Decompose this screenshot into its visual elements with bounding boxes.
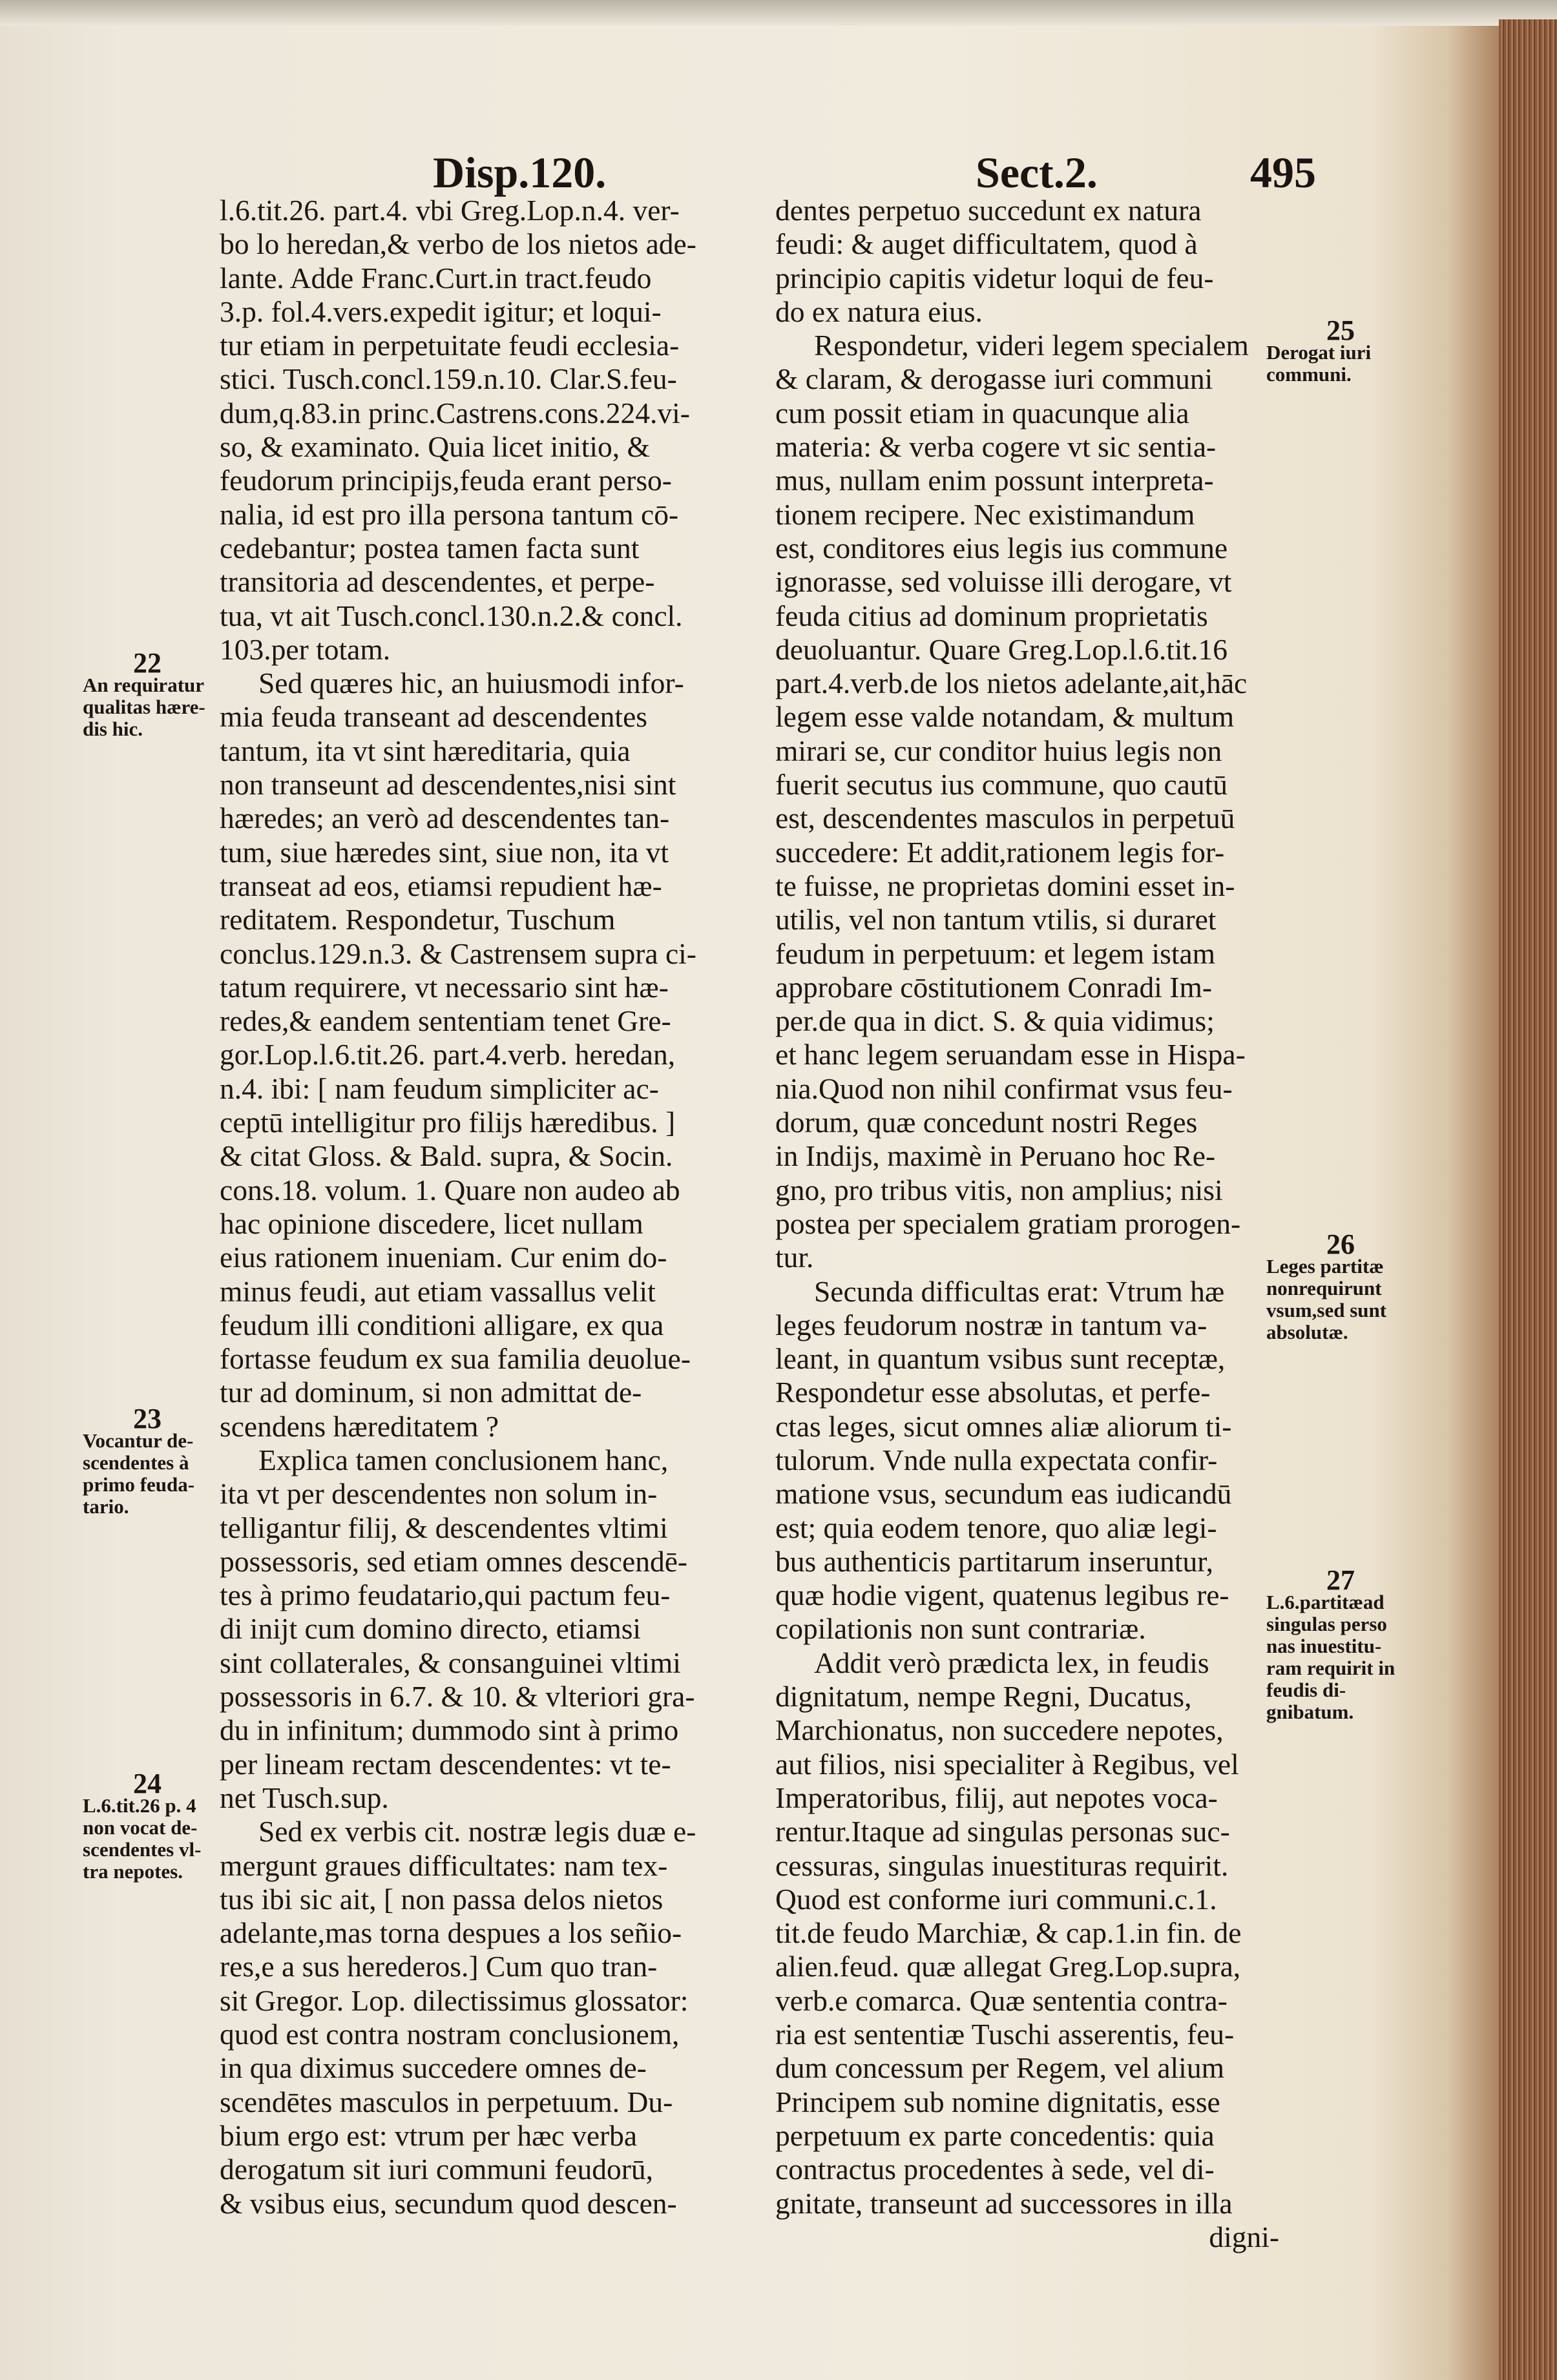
text-line: Marchionatus, non succedere nepotes,: [775, 1713, 1224, 1747]
text-line: part.4.verb.de los nietos adelante,ait,hāc: [775, 667, 1248, 700]
text-line: & claram, & derogasse iuri communi: [775, 362, 1213, 396]
text-line: net Tusch.sup.: [220, 1781, 389, 1814]
text-line: materia: & verba cogere vt sic sentia-: [775, 430, 1217, 464]
text-line: l.6.tit.26. part.4. vbi Greg.Lop.n.4. ver-: [220, 194, 680, 227]
text-line: gnitate, transeunt ad successores in illa: [775, 2186, 1233, 2220]
text-line: tur ad dominum, si non admittat de-: [220, 1376, 642, 1409]
margin-note-23: [83, 1403, 212, 1518]
text-line: eius rationem inueniam. Cur enim do-: [220, 1241, 667, 1274]
text-line: stici. Tusch.concl.159.n.10. Clar.S.feu-: [220, 362, 677, 396]
text-line: cessuras, singulas inuestituras requirit.: [775, 1848, 1229, 1882]
text-line: tus ibi sic ait, [ non passa delos nietos: [220, 1882, 664, 1916]
text-line: feudum in perpetuum: et legem istam: [775, 936, 1216, 970]
margin-note-text: An requiratur qualitas hære-dis hic.: [83, 674, 205, 740]
text-line: aut filios, nisi specialiter à Regibus, vel: [775, 1747, 1239, 1781]
text-line: postea per specialem gratiam prorogen-: [775, 1206, 1241, 1240]
text-line: bus authenticis partitarum inseruntur,: [775, 1544, 1213, 1578]
text-line: Sed quæres hic, an huiusmodi infor-: [258, 667, 684, 700]
margin-note-number: 24: [133, 1768, 162, 1799]
text-line: Principem sub nomine dignitatis, esse: [775, 2085, 1220, 2118]
text-line: tionem recipere. Nec existimandum: [775, 497, 1195, 531]
margin-note-27: [1266, 1564, 1415, 1723]
right-text-column: [775, 194, 1305, 2254]
text-line: bo lo heredan,& verbo de los nietos ade-: [220, 227, 696, 261]
margin-note-number: 23: [133, 1403, 162, 1434]
text-line: non transeunt ad descendentes,nisi sint: [220, 768, 676, 802]
text-line: tantum, ita vt sint hæreditaria, quia: [220, 734, 631, 767]
margin-note-number: 22: [133, 647, 162, 679]
text-line: verb.e comarca. Quæ sententia contra-: [775, 1983, 1228, 2017]
text-line: ita vt per descendentes non solum in-: [220, 1477, 658, 1511]
text-line: redes,& eandem sententiam tenet Gre-: [220, 1004, 671, 1038]
text-line: bium ergo est: vtrum per hæc verba: [220, 2118, 638, 2152]
text-line: scendētes masculos in perpetuum. Du-: [220, 2085, 673, 2118]
text-line: mus, nullam enim possunt interpreta-: [775, 464, 1214, 497]
text-line: dorum, quæ concedunt nostri Reges: [775, 1106, 1198, 1139]
text-line: Secunda difficultas erat: Vtrum hæ: [814, 1274, 1225, 1308]
margin-note-26: [1266, 1228, 1415, 1343]
page-edge: [1499, 19, 1557, 2380]
text-line: Explica tamen conclusionem hanc,: [258, 1443, 669, 1476]
text-line: quæ hodie vigent, quatenus legibus re-: [775, 1578, 1229, 1612]
margin-note-text: L.6.tit.26 p. 4 non vocat de-scendentes vl-tra nepotes.: [83, 1794, 202, 1883]
text-line: du in infinitum; dummodo sint à primo: [220, 1713, 679, 1747]
text-line: hac opinione discedere, licet nullam: [220, 1206, 643, 1240]
text-line: hæredes; an verò ad descendentes tan-: [220, 802, 670, 835]
margin-note-number: 25: [1326, 315, 1355, 346]
text-line: Sed ex verbis cit. nostræ legis duæ e-: [258, 1815, 696, 1848]
running-head-section: Sect.2.: [976, 148, 1098, 197]
text-line: mirari se, cur conditor huius legis non: [775, 734, 1222, 767]
text-line: nia.Quod non nihil confirmat vsus feu-: [775, 1071, 1233, 1105]
text-line: alien.feud. quæ allegat Greg.Lop.supra,: [775, 1950, 1241, 1983]
text-line: possessoris in 6.7. & 10. & vlteriori gra-: [220, 1680, 695, 1713]
text-line: n.4. ibi: [ nam feudum simpliciter ac-: [220, 1071, 659, 1105]
text-line: ria est sententiæ Tuschi asserentis, feu-: [775, 2018, 1235, 2051]
text-line: fortasse feudum ex sua familia deuolue-: [220, 1342, 691, 1376]
text-line: leant, in quantum vsibus sunt receptæ,: [775, 1342, 1226, 1376]
text-line: tum, siue hæredes sint, siue non, ita vt: [220, 835, 669, 869]
text-line: mergunt graues difficultates: nam tex-: [220, 1848, 668, 1882]
text-line: contractus procedentes à sede, vel di-: [775, 2153, 1215, 2186]
text-line: dignitatum, nempe Regni, Ducatus,: [775, 1680, 1192, 1713]
text-line: deuoluantur. Quare Greg.Lop.l.6.tit.16: [775, 632, 1228, 666]
text-line: tulorum. Vnde nulla expectata confir-: [775, 1443, 1218, 1476]
text-line: tit.de feudo Marchiæ, & cap.1.in fin. de: [775, 1916, 1242, 1950]
text-line: adelante,mas torna despues a los señio-: [220, 1916, 682, 1950]
text-line: per lineam rectam descendentes: vt te-: [220, 1747, 671, 1781]
text-line: utilis, vel non tantum vtilis, si duraret: [775, 903, 1217, 936]
text-line: succedere: Et addit,rationem legis for-: [775, 835, 1225, 869]
text-line: digni-: [1209, 2220, 1279, 2253]
margin-note-number: 27: [1326, 1564, 1355, 1596]
text-line: ceptū intelligitur pro filijs hæredibus. ]: [220, 1106, 676, 1139]
text-line: et hanc legem seruandam esse in Hispa-: [775, 1038, 1246, 1071]
margin-note-22: [83, 647, 212, 740]
text-line: possessoris, sed etiam omnes descendē-: [220, 1544, 688, 1578]
text-line: Imperatoribus, filij, aut nepotes voca-: [775, 1781, 1218, 1814]
text-line: feudi: & auget difficultatem, quod à: [775, 227, 1198, 261]
text-line: tatum requirere, vt necessario sint hæ-: [220, 970, 669, 1004]
text-line: ignorasse, sed voluisse illi derogare, vt: [775, 565, 1232, 599]
text-line: nalia, id est pro illa persona tantum cō-: [220, 497, 679, 531]
text-line: conclus.129.n.3. & Castrensem supra ci-: [220, 936, 696, 970]
text-line: perpetuum ex parte concedentis: quia: [775, 2118, 1215, 2152]
text-line: est, conditores eius legis ius commune: [775, 531, 1228, 564]
text-line: cons.18. volum. 1. Quare non audeo ab: [220, 1173, 680, 1206]
text-line: est; quia eodem tenore, quo aliæ legi-: [775, 1511, 1217, 1544]
text-line: dum,q.83.in princ.Castrens.cons.224.vi-: [220, 396, 690, 429]
margin-note-number: 26: [1326, 1228, 1355, 1260]
text-line: reditatem. Respondetur, Tuschum: [220, 903, 616, 936]
text-line: Respondetur, videri legem specialem: [814, 329, 1249, 362]
left-text-column: [220, 194, 762, 2220]
margin-note-text: L.6.partitæad singulas perso nas inuestitu-ram requirit in feudis di-gnibatum.: [1266, 1591, 1395, 1723]
text-line: principio capitis videtur loqui de feu-: [775, 261, 1214, 295]
text-line: di inijt cum domino directo, etiamsi: [220, 1612, 642, 1646]
text-line: est, descendentes masculos in perpetuū: [775, 802, 1235, 835]
text-line: do ex natura eius.: [775, 295, 983, 328]
text-line: legem esse valde notandam, & multum: [775, 700, 1235, 734]
text-line: approbare cōstitutionem Conradi Im-: [775, 970, 1212, 1004]
margin-note-text: Leges partitæ nonrequirunt vsum,sed sunt absolutæ.: [1266, 1255, 1387, 1343]
text-line: sit Gregor. Lop. dilectissimus glossator:: [220, 1983, 689, 2017]
text-line: scendens hæreditatem ?: [220, 1409, 499, 1443]
text-line: cum possit etiam in quacunque alia: [775, 396, 1189, 429]
text-line: mia feuda transeant ad descendentes: [220, 700, 647, 734]
text-line: per.de qua in dict. S. & quia vidimus;: [775, 1004, 1215, 1038]
text-line: feudorum principijs,feuda erant perso-: [220, 464, 672, 497]
text-line: telligantur filij, & descendentes vltimi: [220, 1511, 668, 1544]
text-line: lante. Adde Franc.Curt.in tract.feudo: [220, 261, 652, 295]
text-line: cedebantur; postea tamen facta sunt: [220, 531, 640, 564]
margin-note-25: [1266, 315, 1415, 386]
text-line: in qua diximus succedere omnes de-: [220, 2051, 647, 2085]
text-line: gno, pro tribus vitis, non amplius; nisi: [775, 1173, 1223, 1206]
text-line: dentes perpetuo succedunt ex natura: [775, 194, 1202, 227]
text-line: & vsibus eius, secundum quod descen-: [220, 2186, 677, 2220]
text-line: tes à primo feudatario,qui pactum feu-: [220, 1578, 671, 1612]
text-line: sint collaterales, & consanguinei vltimi: [220, 1646, 681, 1679]
text-line: copilationis non sunt contrariæ.: [775, 1612, 1146, 1646]
text-line: gor.Lop.l.6.tit.26. part.4.verb. heredan,: [220, 1038, 676, 1071]
text-line: rentur.Itaque ad singulas personas suc-: [775, 1815, 1230, 1848]
text-line: Respondetur esse absolutas, et perfe-: [775, 1376, 1211, 1409]
text-line: leges feudorum nostræ in tantum va-: [775, 1308, 1207, 1341]
text-line: te fuisse, ne proprietas domini esset in-: [775, 869, 1235, 902]
text-line: transeat ad eos, etiamsi repudient hæ-: [220, 869, 662, 902]
text-line: derogatum sit iuri communi feudorū,: [220, 2153, 653, 2186]
text-line: & citat Gloss. & Bald. supra, & Socin.: [220, 1139, 673, 1173]
text-line: tur etiam in perpetuitate feudi ecclesia-: [220, 329, 680, 362]
margin-note-text: Derogat iuri communi.: [1266, 341, 1372, 386]
text-line: tua, vt ait Tusch.concl.130.n.2.& concl.: [220, 599, 683, 632]
text-line: in Indijs, maximè in Peruano hoc Re-: [775, 1139, 1216, 1173]
text-line: tur.: [775, 1241, 814, 1274]
margin-note-24: [83, 1768, 212, 1883]
text-line: so, & examinato. Quia licet initio, &: [220, 430, 650, 464]
text-line: res,e a sus herederos.] Cum quo tran-: [220, 1950, 658, 1983]
text-line: ctas leges, sicut omnes aliæ aliorum ti-: [775, 1409, 1232, 1443]
text-line: matione vsus, secundum eas iudicandū: [775, 1477, 1232, 1511]
text-line: transitoria ad descendentes, et perpe-: [220, 565, 655, 599]
margin-note-text: Vocantur de-scendentes à primo feuda-tario.: [83, 1429, 195, 1518]
text-line: feuda citius ad dominum proprietatis: [775, 599, 1208, 632]
text-line: quod est contra nostram conclusionem,: [220, 2018, 680, 2051]
text-line: 103.per totam.: [220, 632, 391, 666]
text-line: feudum illi conditioni alligare, ex qua: [220, 1308, 664, 1341]
text-line: fuerit secutus ius commune, quo cautū: [775, 768, 1228, 802]
text-line: Quod est conforme iuri communi.c.1.: [775, 1882, 1217, 1916]
text-line: minus feudi, aut etiam vassallus velit: [220, 1274, 656, 1308]
text-line: dum concessum per Regem, vel alium: [775, 2051, 1224, 2085]
page-number: 495: [1250, 148, 1316, 197]
running-head-disputation: Disp.120.: [433, 148, 607, 197]
text-line: 3.p. fol.4.vers.expedit igitur; et loqui-: [220, 295, 662, 328]
text-line: Addit verò prædicta lex, in feudis: [814, 1646, 1209, 1679]
